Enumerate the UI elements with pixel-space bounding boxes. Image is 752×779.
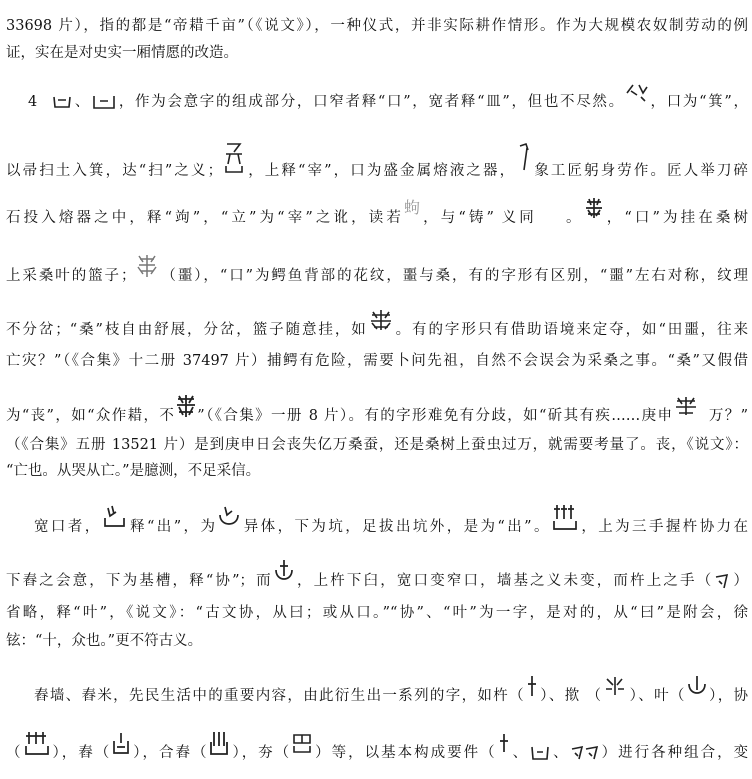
text-line: 33698 片），指的都是“帝耤千亩”（《说文》），一种仪式，并非实际耕作情形。作为大规模农奴制劳动的例 [6, 18, 748, 34]
glyph-e-crocodile-icon [135, 253, 159, 279]
glyph-mulberry-branch-icon [368, 308, 394, 332]
glyph-ye-pestle-icon [273, 558, 295, 584]
glyph-pestle-part-icon [497, 732, 511, 754]
glyph-hand-icon [713, 572, 731, 590]
glyph-he-chong-icon [208, 730, 230, 756]
text-line: 为“丧”，如“众作耤，不 ”（《合集》一册 8 片）。有的字形难免有分歧，如“斫其有疾……庚申 万？” [6, 403, 748, 423]
text-line: 石投入熔器之中，释“竘”，“立”为“宰”之讹，读若蚼，与“铸” 义同 。 ，“口”为挂在桑树 [6, 198, 748, 226]
glyph-sang-loan-icon [175, 393, 197, 419]
text-line: “亡也。从哭从亡。”是臆测，不足采信。 [6, 463, 261, 479]
text-line: 4 、 ，作为会意字的组成部分，口窄者释“口”，宽者释“皿”，但也不尽然。 ，口为“箕”， [6, 91, 748, 111]
document-page [6, 0, 748, 779]
glyph-mulberry-icon [584, 196, 604, 220]
glyph-qin-icon [602, 675, 628, 697]
text-line: （ ），舂（ ），合舂（ ），夯（ ）等，以基本构成要件（ 、 、 ）进行各种组合，变 [6, 740, 748, 760]
glyph-ye-icon [686, 674, 708, 698]
glyph-mouth-narrow-icon [51, 94, 73, 110]
glyph-sang-silkworm-icon [673, 395, 699, 417]
glyph-hands-part-icon [570, 745, 600, 761]
glyph-sweep-icon [625, 81, 649, 103]
glyph-chong-icon [111, 731, 131, 755]
text-line: 证，实在是对史实一厢情愿的改造。 [6, 45, 238, 61]
glyph-pestle-icon [525, 674, 539, 698]
glyph-mouth-wide-icon [91, 94, 117, 110]
text-line: （《合集》五册 13521 片）是到庚申日会丧失亿万桑蚕，还是桑树上蚕虫过万，就需要考量了。丧，《说文》： [6, 437, 748, 453]
text-line: 下舂之会意，下为基槽，释“协”；而 ，上杵下臼，宽口变窄口，墙基之义未变，而杵上之手（ ） [6, 568, 748, 588]
faint-character: 蚼 [403, 198, 420, 217]
text-line: 宽口者， 释“出”，为 异体，下为坑，足拔出坑外，是为“出”。 ，上为三手握杵协力在 [6, 513, 748, 533]
glyph-chu-variant-icon [217, 505, 241, 529]
text-line: 舂墙、舂米，先民生活中的重要内容，由此衍生出一系列的字，如杵（ ）、揿 （ ）、叶（ ），协 [6, 684, 748, 704]
glyph-worker-icon [516, 142, 532, 172]
text-line: 省略，释“叶”，《说文》：“古文协，从曰；或从口。”“协”、“叶”为一字，是对的，从“曰”是附会，徐 [6, 605, 748, 621]
glyph-xie-icon [23, 730, 51, 756]
glyph-chu-icon [102, 504, 128, 530]
text-line: 不分岔；“桑”枝自由舒展，分岔，篮子随意挂，如 。有的字形只有借助语境来定夺，如“田噩，往来 [6, 318, 748, 338]
item-number: 4 [28, 94, 38, 110]
text-line: 上采桑叶的篮子； （噩），“口”为鳄鱼背部的花纹，噩与桑，有的字形有区别，“噩”左右对称，纹理 [6, 263, 748, 283]
glyph-mortar-part-icon [529, 745, 551, 761]
text-line: 以帚扫土入箕，达“扫”之义； ，上释“宰”，口为盛金属熔液之器， 象工匠躬身劳作。匠人举刀碎 [6, 154, 748, 174]
glyph-hang-icon [291, 732, 313, 754]
glyph-xie-three-hands-icon [551, 503, 579, 531]
glyph-zai-icon [222, 140, 246, 174]
text-line: 铉：“十，众也。”更不符古义。 [6, 633, 203, 649]
text-line: 亡灾？”（《合集》十二册 37497 片）捕鳄有危险，需要卜问先祖，自然不会误会为采桑之事。“桑”又假借 [6, 353, 748, 369]
